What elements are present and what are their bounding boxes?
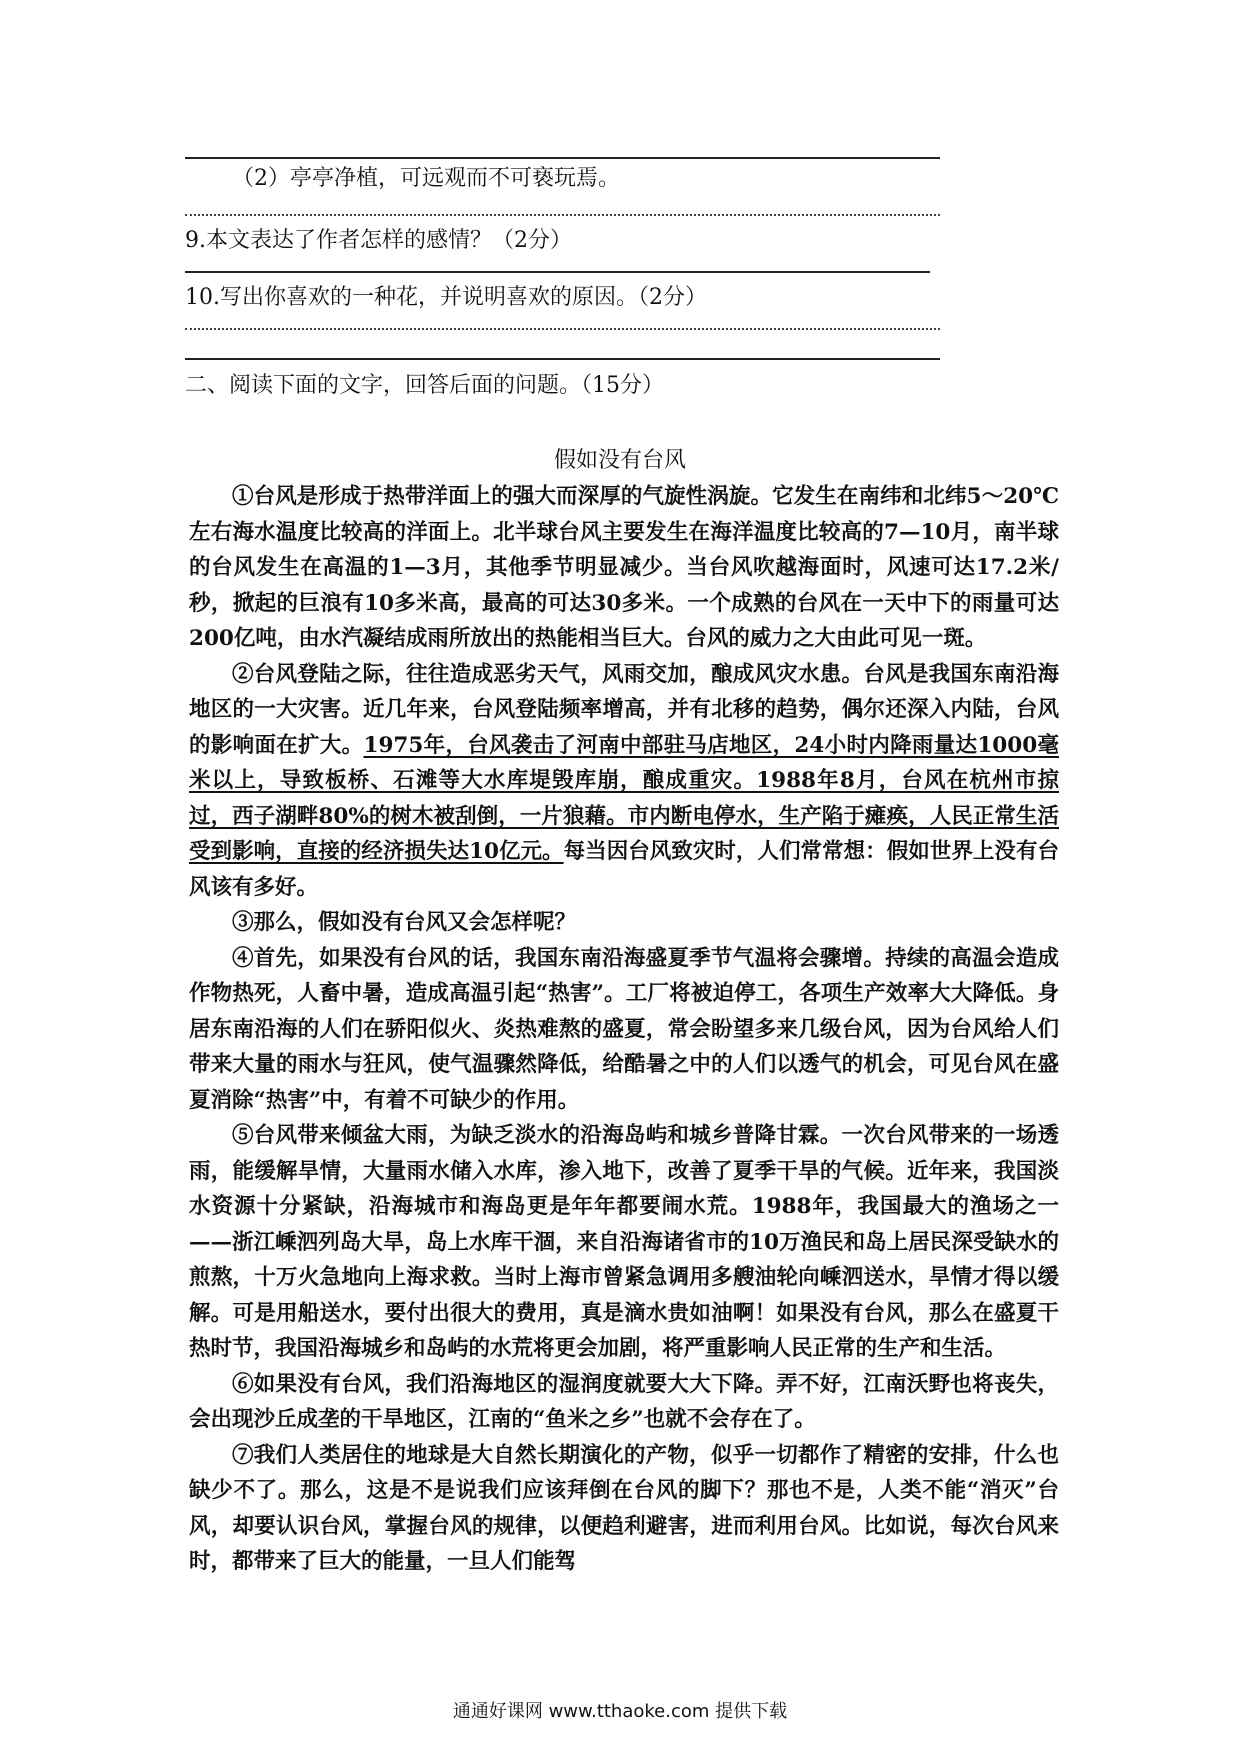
paragraph-4: ④首先，如果没有台风的话，我国东南沿海盛夏季节气温将会骤增。持续的高温会造成作物热死，人畜中暑，造成高温引起“热害”。工厂将被迫停工，各项生产效率大大降低。身居东南沿海的人们在骄阳似火、炎热难熬的盛夏，常会盼望多来几级台风，因为台风给人们带来大量的雨水与狂风，使气温骤然降低，给酷暑之中的人们以透气的机会，可见台风在盛夏消除“热害”中，有着不可缺少的作用。 (189, 945, 1059, 1113)
section-heading: 二、阅读下面的文字，回答后面的问题。（15分） (185, 373, 664, 398)
answer-line (185, 157, 940, 159)
passage-body (189, 479, 1059, 1580)
answer-line (185, 358, 940, 360)
question-9: 9.本文表达了作者怎样的感情？（2分） (185, 228, 572, 253)
paragraph-5: ⑤台风带来倾盆大雨，为缺乏淡水的沿海岛屿和城乡普降甘霖。一次台风带来的一场透雨，能缓解旱情，大量雨水储入水库，渗入地下，改善了夏季干旱的气候。近年来，我国淡水资源十分紧缺，沿海城市和海岛更是年年都要闹水荒。1988年，我国最大的渔场之一——浙江嵊泗列岛大旱，岛上水库干涸，来自沿海诸省市的10万渔民和岛上居民深受缺水的煎熬，十万火急地向上海求救。当时上海市曾紧急调用多艘油轮向嵊泗送水，旱情才得以缓解。可是用船送水，要付出很大的费用，真是滴水贵如油啊！如果没有台风，那么在盛夏干热时节，我国沿海城乡和岛屿的水荒将更会加剧，将严重影响人民正常的生产和生活。 (189, 1123, 1059, 1361)
answer-line (185, 271, 930, 273)
paragraph-2-intro: ②台风登陆之际，往往造成恶劣天气，风雨交加，酿成风灾水患。台风是我国东南沿海地区的一大灾害。近几年来，台风登陆频率增高，并有北移的趋势，偶尔还深入内陆，台风的影响面在扩大。 (189, 661, 1059, 758)
question-10: 10.写出你喜欢的一种花，并说明喜欢的原因。（2分） (185, 285, 707, 310)
passage-title: 假如没有台风 (553, 448, 686, 473)
underlined-passage: 1975年，台风袭击了河南中部驻马店地区，24小时内降雨量达1000毫米以上，导致板桥、石滩等大水库堤毁库崩，酿成重灾。1988年8月，台风在杭州市掠过，西子湖畔80%的树木被刮倒，一片狼藉。市内断电停水，生产陷于瘫痪，人民正常生活受到影响，直接的经济损失达10亿元。 (189, 732, 1059, 864)
paragraph-7: ⑦我们人类居住的地球是大自然长期演化的产物，似乎一切都作了精密的安排，什么也缺少不了。那么，这是不是说我们应该拜倒在台风的脚下？那也不是，人类不能“消灭”台风，却要认识台风，掌握台风的规律，以便趋利避害，进而利用台风。比如说，每次台风来时，都带来了巨大的能量，一旦人们能驾 (189, 1442, 1059, 1574)
answer-line (185, 214, 940, 216)
page-footer: 通通好课网 www.tthaoke.com 提供下载 (452, 1701, 788, 1722)
paragraph-3: ③那么，假如没有台风又会怎样呢？ (232, 910, 577, 935)
paragraph-1: ①台风是形成于热带洋面上的强大而深厚的气旋性涡旋。它发生在南纬和北纬5～20℃左右海水温度比较高的洋面上。北半球台风主要发生在海洋温度比较高的7—10月，南半球的台风发生在高温的1—3月，其他季节明显减少。当台风吹越海面时，风速可达17.2米/秒，掀起的巨浪有10多米高，最高的可达30多米。一个成熟的台风在一天中下的雨量可达200亿吨，由水汽凝结成雨所放出的热能相当巨大。台风的威力之大由此可见一斑。 (189, 484, 1059, 651)
question-8-2: （2）亭亭净植，可远观而不可亵玩焉。 (232, 166, 620, 191)
paragraph-2 (189, 657, 1059, 906)
paragraph-2-end: 每当因台风致灾时，人们常常想：假如世界上没有台风该有多好。 (189, 839, 1059, 900)
answer-line (185, 328, 940, 330)
paragraph-6: ⑥如果没有台风，我们沿海地区的湿润度就要大大下降。弄不好，江南沃野也将丧失，会出现沙丘成垄的干旱地区，江南的“鱼米之乡”也就不会存在了。 (189, 1371, 1059, 1432)
